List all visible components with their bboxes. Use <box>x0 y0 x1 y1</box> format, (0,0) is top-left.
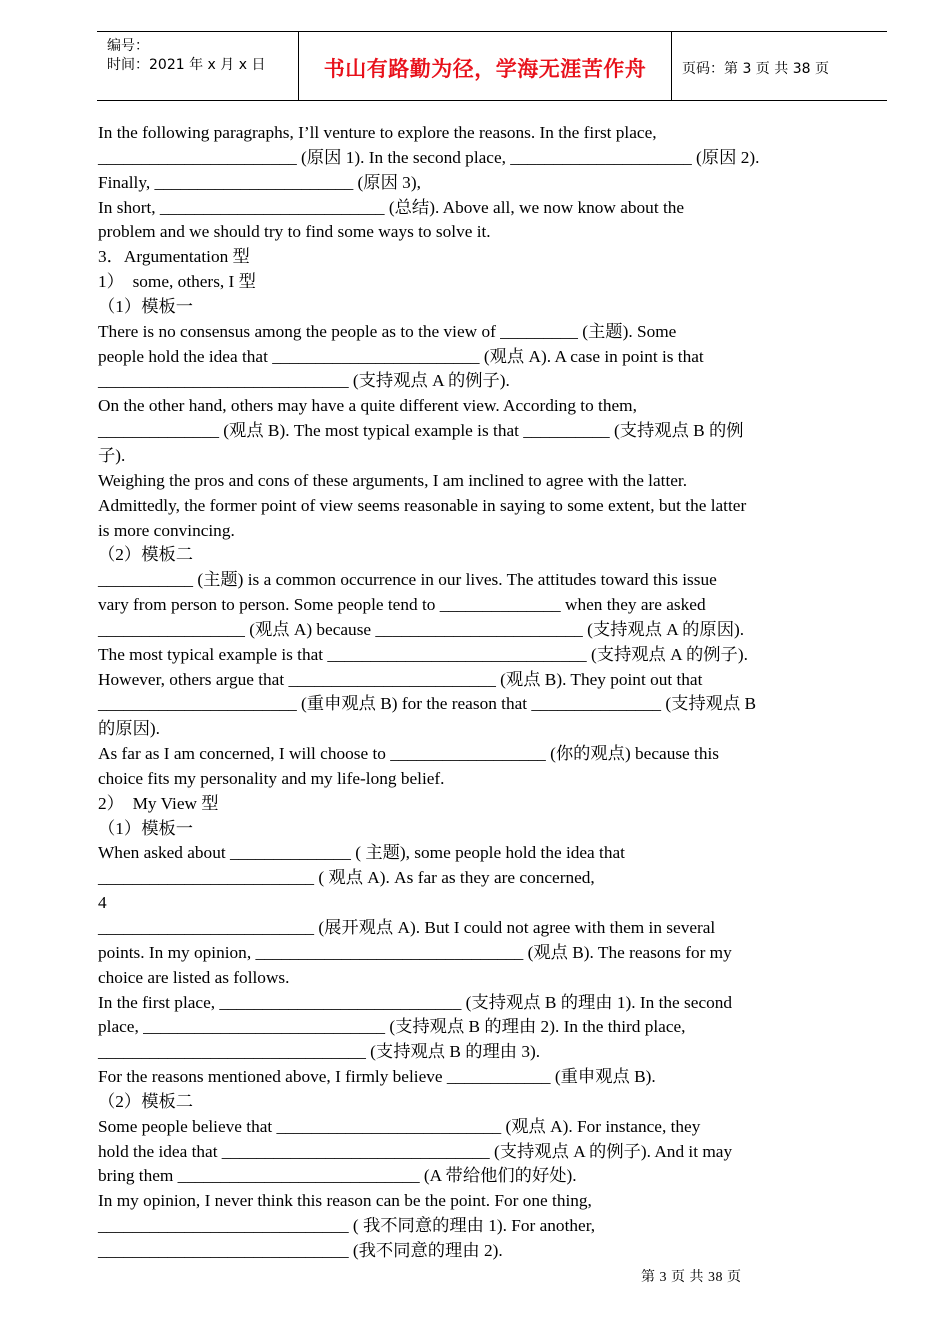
text-line: choice fits my personality and my life-long belief. <box>98 768 445 788</box>
text-line: Finally, _______________________ (原因 3), <box>98 172 421 192</box>
serial-label: 编号： <box>107 38 149 54</box>
text-line: is more convincing. <box>98 520 235 540</box>
text-line: _____________________________ (支持观点 A 的例子). <box>98 371 510 391</box>
motto: 书山有路勤为径，学海无涯苦作舟 <box>323 57 647 81</box>
text-line: place, ____________________________ (支持观点 B 的理由 2). In the third place, <box>98 1017 686 1037</box>
header-page-cell <box>672 32 887 100</box>
text-line: _____________________________ (我不同意的理由 2). <box>98 1240 503 1260</box>
text-line: （1）模板一 <box>98 818 194 838</box>
text-line: The most typical example is that ______________________________ (支持观点 A 的例子). <box>98 644 748 664</box>
text-line: When asked about ______________ ( 主题), some people hold the idea that <box>98 843 625 863</box>
header-page-info: 页码：第 3 页 共 38 页 <box>682 61 829 77</box>
text-line: （2）模板二 <box>98 545 194 565</box>
text-line: _______________________________ (支持观点 B 的理由 3). <box>98 1042 541 1062</box>
text-line: 的原因). <box>98 719 160 739</box>
text-line: ___________ (主题) is a common occurrence in our lives. The attitudes toward this issue <box>98 570 717 590</box>
text-line: choice are listed as follows. <box>98 967 290 987</box>
text-line: _________________ (观点 A) because ________________________ (支持观点 A 的原因). <box>98 619 745 639</box>
time-label: 时间：2021 年 x 月 x 日 <box>107 57 266 73</box>
text-line: （1）模板一 <box>98 296 194 316</box>
text-line: bring them ____________________________ (A 带给他们的好处). <box>98 1166 577 1186</box>
text-line: points. In my opinion, _______________________________ (观点 B). The reasons for my <box>98 942 732 962</box>
text-line: ______________ (观点 B). The most typical example is that __________ (支持观点 B 的例 <box>98 421 744 441</box>
header-meta <box>97 32 299 100</box>
header-motto-cell <box>299 32 672 100</box>
text-line: Some people believe that __________________________ (观点 A). For instance, they <box>98 1116 701 1136</box>
page-footer: 第 3 页 共 38 页 <box>641 1270 742 1285</box>
text-line: In my opinion, I never think this reason can be the point. For one thing, <box>98 1191 592 1211</box>
document-body <box>98 121 838 1264</box>
text-line: In short, __________________________ (总结). Above all, we now know about the <box>98 197 685 217</box>
text-line: people hold the idea that ________________________ (观点 A). A case in point is that <box>98 346 704 366</box>
text-line: However, others argue that ________________________ (观点 B). They point out that <box>98 669 703 689</box>
text-line: On the other hand, others may have a quite different view. According to them, <box>98 396 637 416</box>
text-line: problem and we should try to find some ways to solve it. <box>98 222 491 242</box>
text-line: 2） My View 型 <box>98 793 219 813</box>
text-line: Weighing the pros and cons of these arguments, I am inclined to agree with the latter. <box>98 470 688 490</box>
text-line: vary from person to person. Some people tend to ______________ when they are asked <box>98 595 706 615</box>
text-line: In the first place, ____________________________ (支持观点 B 的理由 1). In the second <box>98 992 733 1012</box>
text-line: 3．Argumentation 型 <box>98 247 250 267</box>
text-line: _________________________ ( 观点 A). As far as they are concerned, <box>98 868 595 888</box>
text-line: 4 <box>98 893 107 913</box>
text-line: （2）模板二 <box>98 1091 194 1111</box>
text-line: hold the idea that _______________________________ (支持观点 A 的例子). And it may <box>98 1141 733 1161</box>
text-line: _______________________ (重申观点 B) for the reason that _______________ (支持观点 B <box>98 694 757 714</box>
text-line: _________________________ (展开观点 A). But I could not agree with them in several <box>98 918 716 937</box>
text-line: As far as I am concerned, I will choose to __________________ (你的观点) because this <box>98 744 720 764</box>
page-header <box>97 31 887 101</box>
text-line: 子). <box>98 445 126 465</box>
text-line: In the following paragraphs, I’ll venture to explore the reasons. In the first place, <box>98 123 657 142</box>
text-line: _____________________________ ( 我不同意的理由 1). For another, <box>98 1216 596 1236</box>
text-line: _______________________ (原因 1). In the second place, _____________________ (原因 2). <box>98 147 760 167</box>
text-line: There is no consensus among the people as to the view of _________ (主题). Some <box>98 321 677 341</box>
text-line: For the reasons mentioned above, I firmly believe ____________ (重申观点 B). <box>98 1067 656 1087</box>
text-line: Admittedly, the former point of view seems reasonable in saying to some extent, but the latter <box>98 495 747 515</box>
text-line: 1） some, others, I 型 <box>98 272 256 292</box>
